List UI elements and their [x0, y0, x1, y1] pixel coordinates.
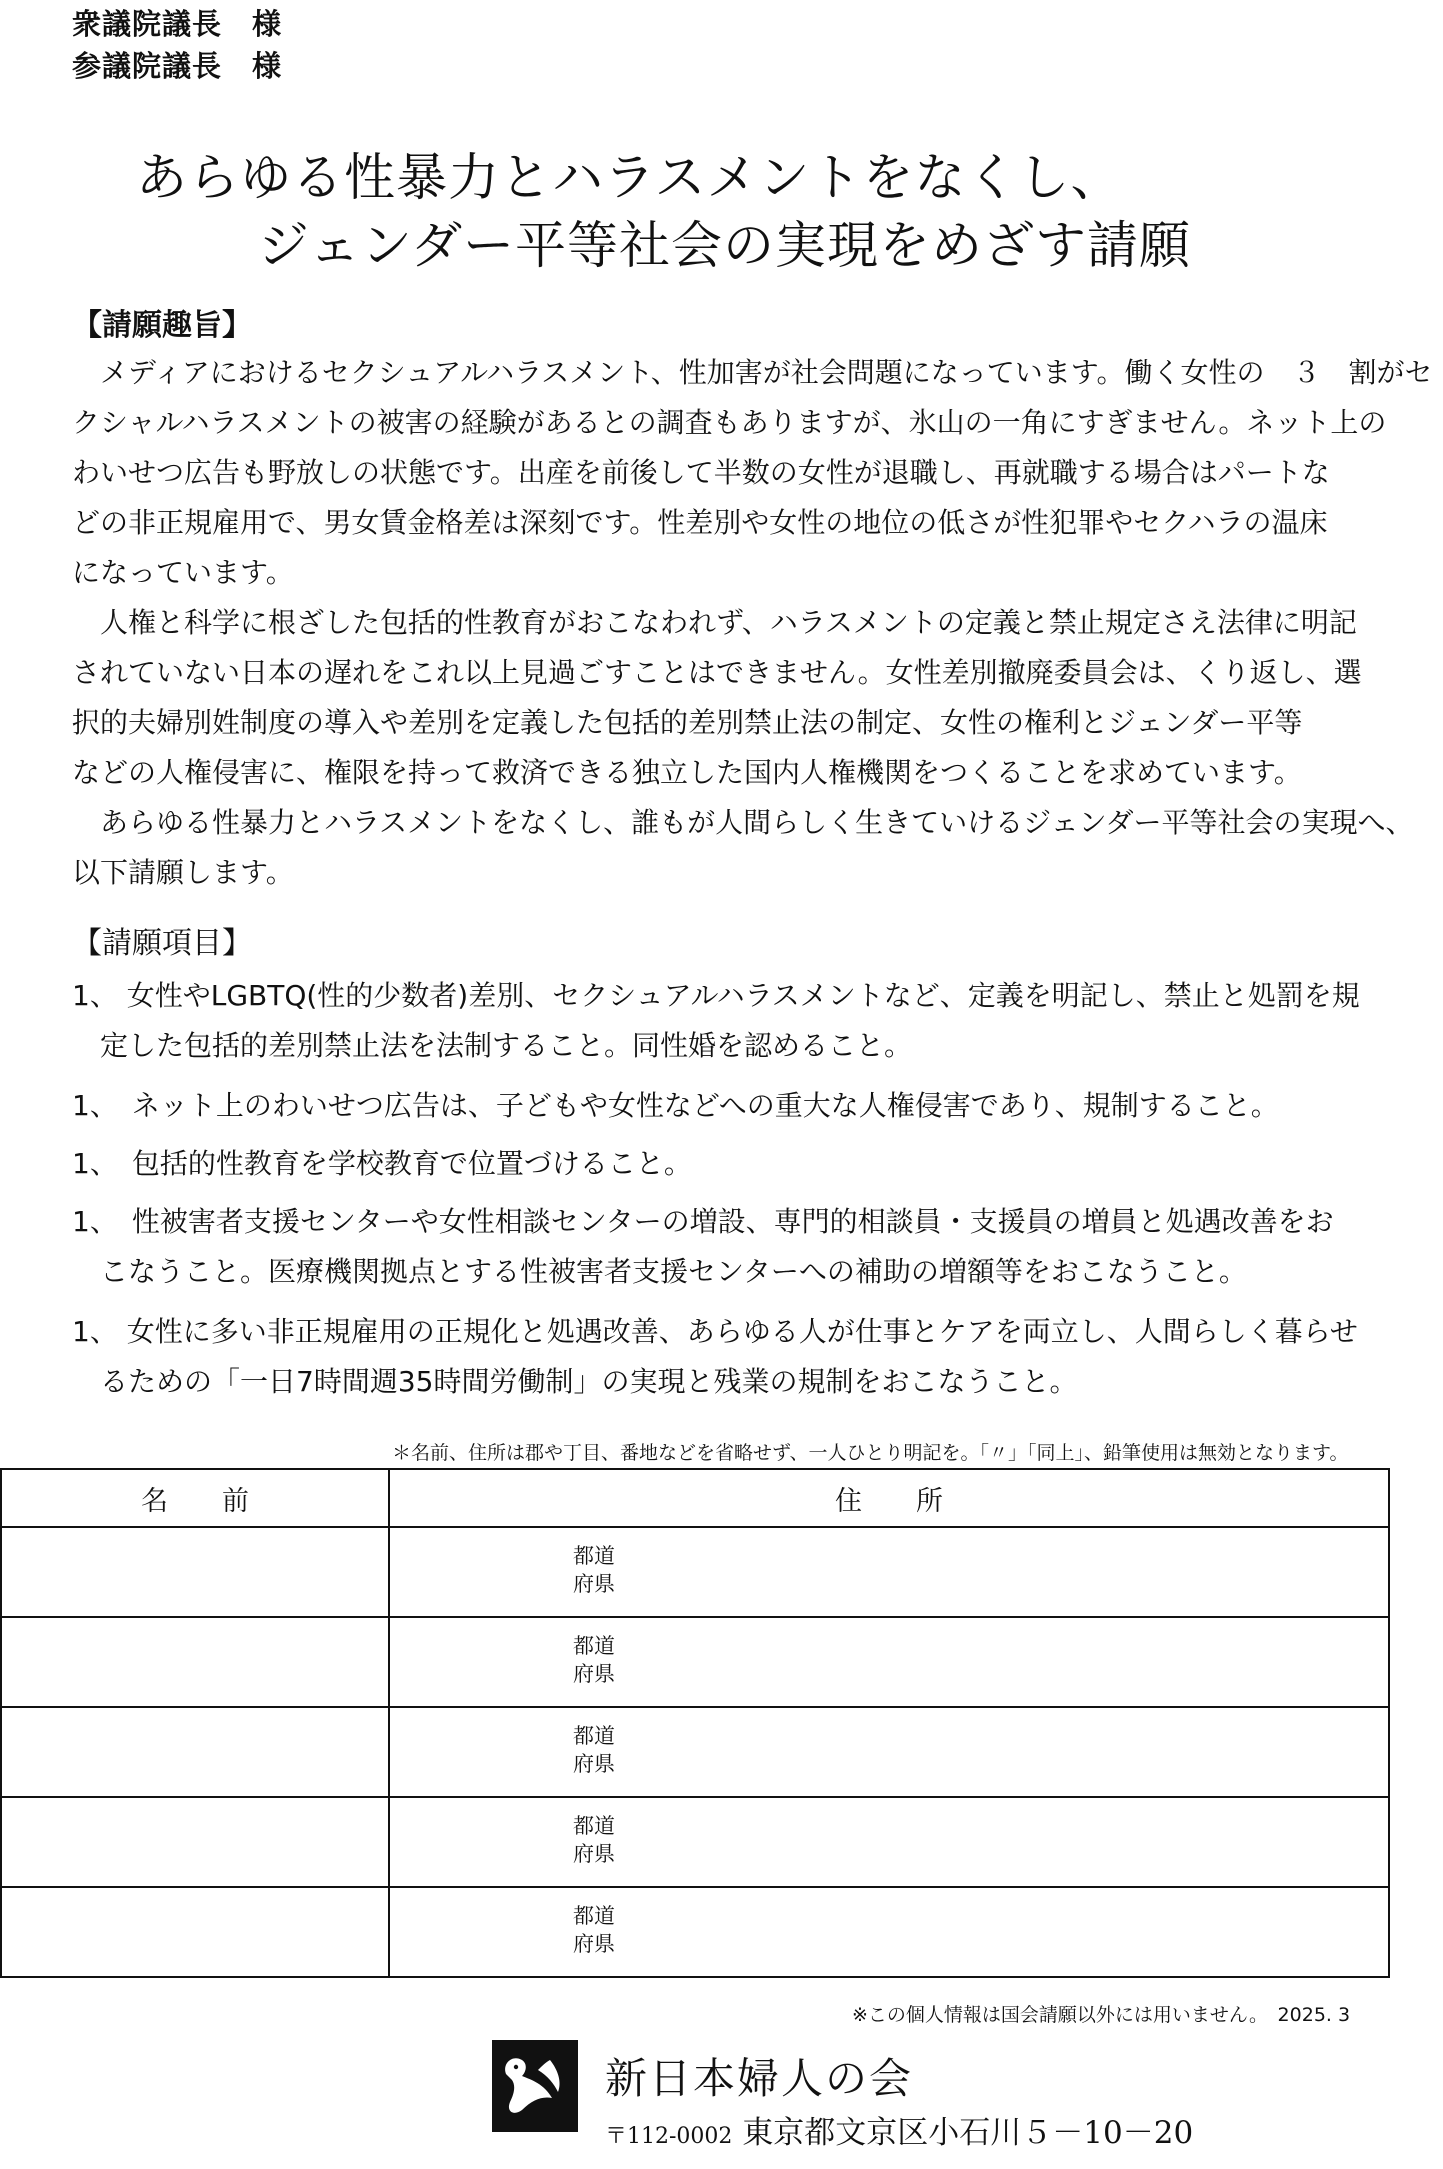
purpose-heading: 【請願趣旨】 [72, 308, 252, 343]
signature-table-header [1, 1469, 1389, 1527]
purpose-line: あらゆる性暴力とハラスメントをなくし、誰もが人間らしく生きていけるジェンダー平等社会の実現へ、 [72, 806, 1414, 839]
addressee-upper-house: 参議院議長 様 [72, 49, 283, 83]
item-line: 定した包括的差別禁止法を法制すること。同性婚を認めること。 [72, 1029, 913, 1062]
address-cell[interactable] [389, 1797, 1389, 1887]
address-cell[interactable] [389, 1887, 1389, 1977]
prefecture-label: 都道 府県 [573, 1724, 615, 1776]
name-cell[interactable] [1, 1887, 389, 1977]
signature-row [1, 1887, 1389, 1977]
name-column-header: 名 前 [1, 1469, 389, 1527]
purpose-line: メディアにおけるセクシュアルハラスメント、性加害が社会問題になっています。働く女性の ３ 割がセ [72, 356, 1433, 389]
privacy-note: ※この個人情報は国会請願以外には用いません。 2025. 3 [852, 2004, 1351, 2026]
prefecture-label: 都道 府県 [573, 1814, 615, 1866]
purpose-line: わいせつ広告も野放しの状態です。出産を前後して半数の女性が退職し、再就職する場合はパートな [72, 456, 1330, 489]
organization-address [605, 2107, 1193, 2152]
signature-table [0, 1468, 1390, 1978]
item-line: 1、 女性に多い非正規雇用の正規化と処遇改善、あらゆる人が仕事とケアを両立し、人間らしく暮らせ [72, 1315, 1358, 1348]
item-line: 1、 包括的性教育を学校教育で位置づけること。 [72, 1147, 692, 1180]
address-cell[interactable] [389, 1527, 1389, 1617]
prefecture-label: 都道 府県 [573, 1904, 615, 1956]
signature-row [1, 1797, 1389, 1887]
signature-row [1, 1527, 1389, 1617]
organization-name: 新日本婦人の会 [605, 2054, 914, 2103]
purpose-line: になっています。 [72, 556, 294, 589]
address-cell[interactable] [389, 1617, 1389, 1707]
name-cell[interactable] [1, 1797, 389, 1887]
prefecture-label: 都道 府県 [573, 1634, 615, 1686]
name-cell[interactable] [1, 1707, 389, 1797]
purpose-line: クシャルハラスメントの被害の経験があるとの調査もありますが、氷山の一角にすぎません。ネット上の [72, 406, 1387, 439]
petition-title-line2: ジェンダー平等社会の実現をめざす請願 [258, 217, 1191, 276]
name-cell[interactable] [1, 1617, 389, 1707]
item-line: こなうこと。医療機関拠点とする性被害者支援センターへの補助の増額等をおこなうこと。 [72, 1255, 1247, 1288]
signature-row [1, 1617, 1389, 1707]
item-line: るための「一日7時間週35時間労働制」の実現と残業の規制をおこなうこと。 [72, 1365, 1078, 1398]
address-column-header: 住 所 [389, 1469, 1389, 1527]
signature-row [1, 1707, 1389, 1797]
purpose-line: どの非正規雇用で、男女賃金格差は深刻です。性差別や女性の地位の低さが性犯罪やセクハラの温床 [72, 506, 1328, 539]
purpose-line: 以下請願します。 [72, 856, 294, 889]
purpose-line: されていない日本の遅れをこれ以上見過ごすことはできません。女性差別撤廃委員会は、くり返し、選 [72, 656, 1362, 689]
purpose-line: 人権と科学に根ざした包括的性教育がおこなわれず、ハラスメントの定義と禁止規定さえ法律に明記 [72, 606, 1357, 639]
name-cell[interactable] [1, 1527, 389, 1617]
prefecture-label: 都道 府県 [573, 1544, 615, 1596]
purpose-line: などの人権侵害に、権限を持って救済できる独立した国内人権機関をつくることを求めています。 [72, 756, 1302, 789]
addressee-lower-house: 衆議院議長 様 [72, 7, 283, 41]
street-address: 東京都文京区小石川５－10－20 [742, 2115, 1194, 2151]
dove-logo-icon [492, 2040, 578, 2132]
item-line: 1、 女性やLGBTQ(性的少数者)差別、セクシュアルハラスメントなど、定義を明記し、禁止と処罰を規 [72, 979, 1360, 1012]
item-line: 1、 性被害者支援センターや女性相談センターの増設、専門的相談員・支援員の増員と処遇改善をお [72, 1205, 1334, 1238]
petition-title-line1: あらゆる性暴力とハラスメントをなくし、 [136, 149, 1123, 208]
item-line: 1、 ネット上のわいせつ広告は、子どもや女性などへの重大な人権侵害であり、規制すること。 [72, 1089, 1279, 1122]
postal-code: 〒112-0002 [605, 2124, 733, 2149]
address-cell[interactable] [389, 1707, 1389, 1797]
signature-table-note: ＊名前、住所は郡や丁目、番地などを省略せず、一人ひとり明記を。「〃」「同上」、鉛筆使用は無効となります。 [392, 1442, 1349, 1464]
items-heading: 【請願項目】 [72, 926, 252, 961]
purpose-line: 択的夫婦別姓制度の導入や差別を定義した包括的差別禁止法の制定、女性の権利とジェンダー平等 [72, 706, 1303, 739]
